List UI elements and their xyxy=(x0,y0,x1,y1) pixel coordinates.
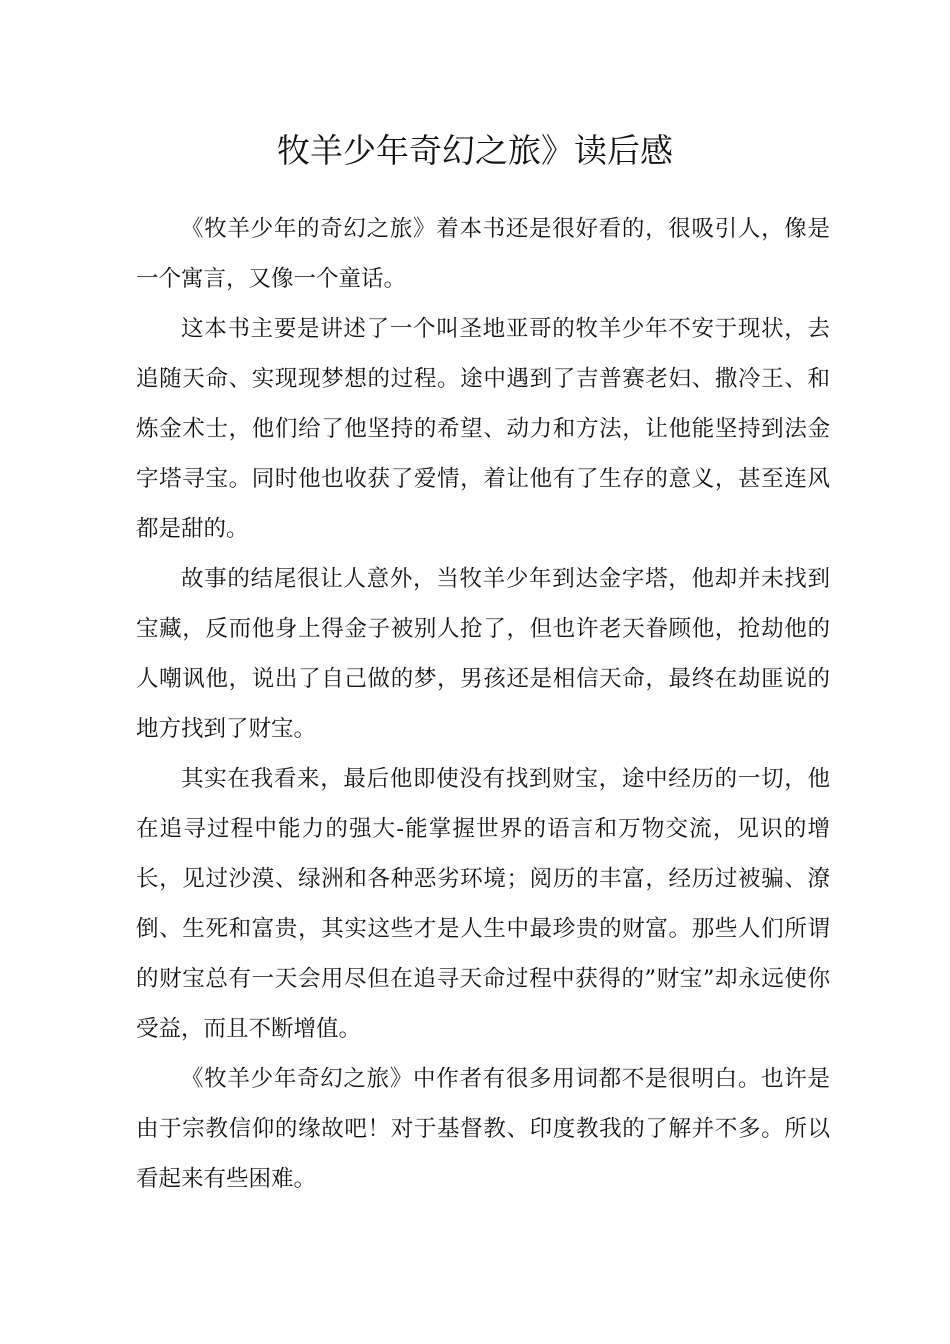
document-body xyxy=(136,204,830,1204)
paragraph-2: 这本书主要是讲述了一个叫圣地亚哥的牧羊少年不安于现状，去追随天命、实现现梦想的过程。途中遇到了吉普赛老妇、撒冷王、和炼金术士，他们给了他坚持的希望、动力和方法，让他能坚持到法金字塔寻宝。同时他也收获了爱情，着让他有了生存的意义，甚至连风都是甜的。 xyxy=(136,316,830,542)
paragraph-4: 其实在我看来，最后他即使没有找到财宝，途中经历的一切，他在追寻过程中能力的强大-能掌握世界的语言和万物交流，见识的增长，见过沙漠、绿洲和各种恶劣环境；阅历的丰富，经历过被骗、潦倒、生死和富贵，其实这些才是人生中最珍贵的财富。那些人们所谓的财宝总有一天会用尽但在追寻天命过程中获得的”财宝”却永远使你受益，而且不断增值。 xyxy=(136,766,830,1042)
paragraph-5: 《牧羊少年奇幻之旅》中作者有很多用词都不是很明白。也许是由于宗教信仰的缘故吧！对于基督教、印度教我的了解并不多。所以看起来有些困难。 xyxy=(136,1066,830,1192)
document-title: 牧羊少年奇幻之旅》读后感 xyxy=(277,131,673,170)
paragraph-1: 《牧羊少年的奇幻之旅》着本书还是很好看的，很吸引人，像是一个寓言，又像一个童话。 xyxy=(136,216,830,292)
paragraph-3: 故事的结尾很让人意外，当牧羊少年到达金字塔，他却并未找到宝藏，反而他身上得金子被别人抢了，但也许老天眷顾他，抢劫他的人嘲讽他，说出了自己做的梦，男孩还是相信天命，最终在劫匪说的地方找到了财宝。 xyxy=(136,566,830,742)
